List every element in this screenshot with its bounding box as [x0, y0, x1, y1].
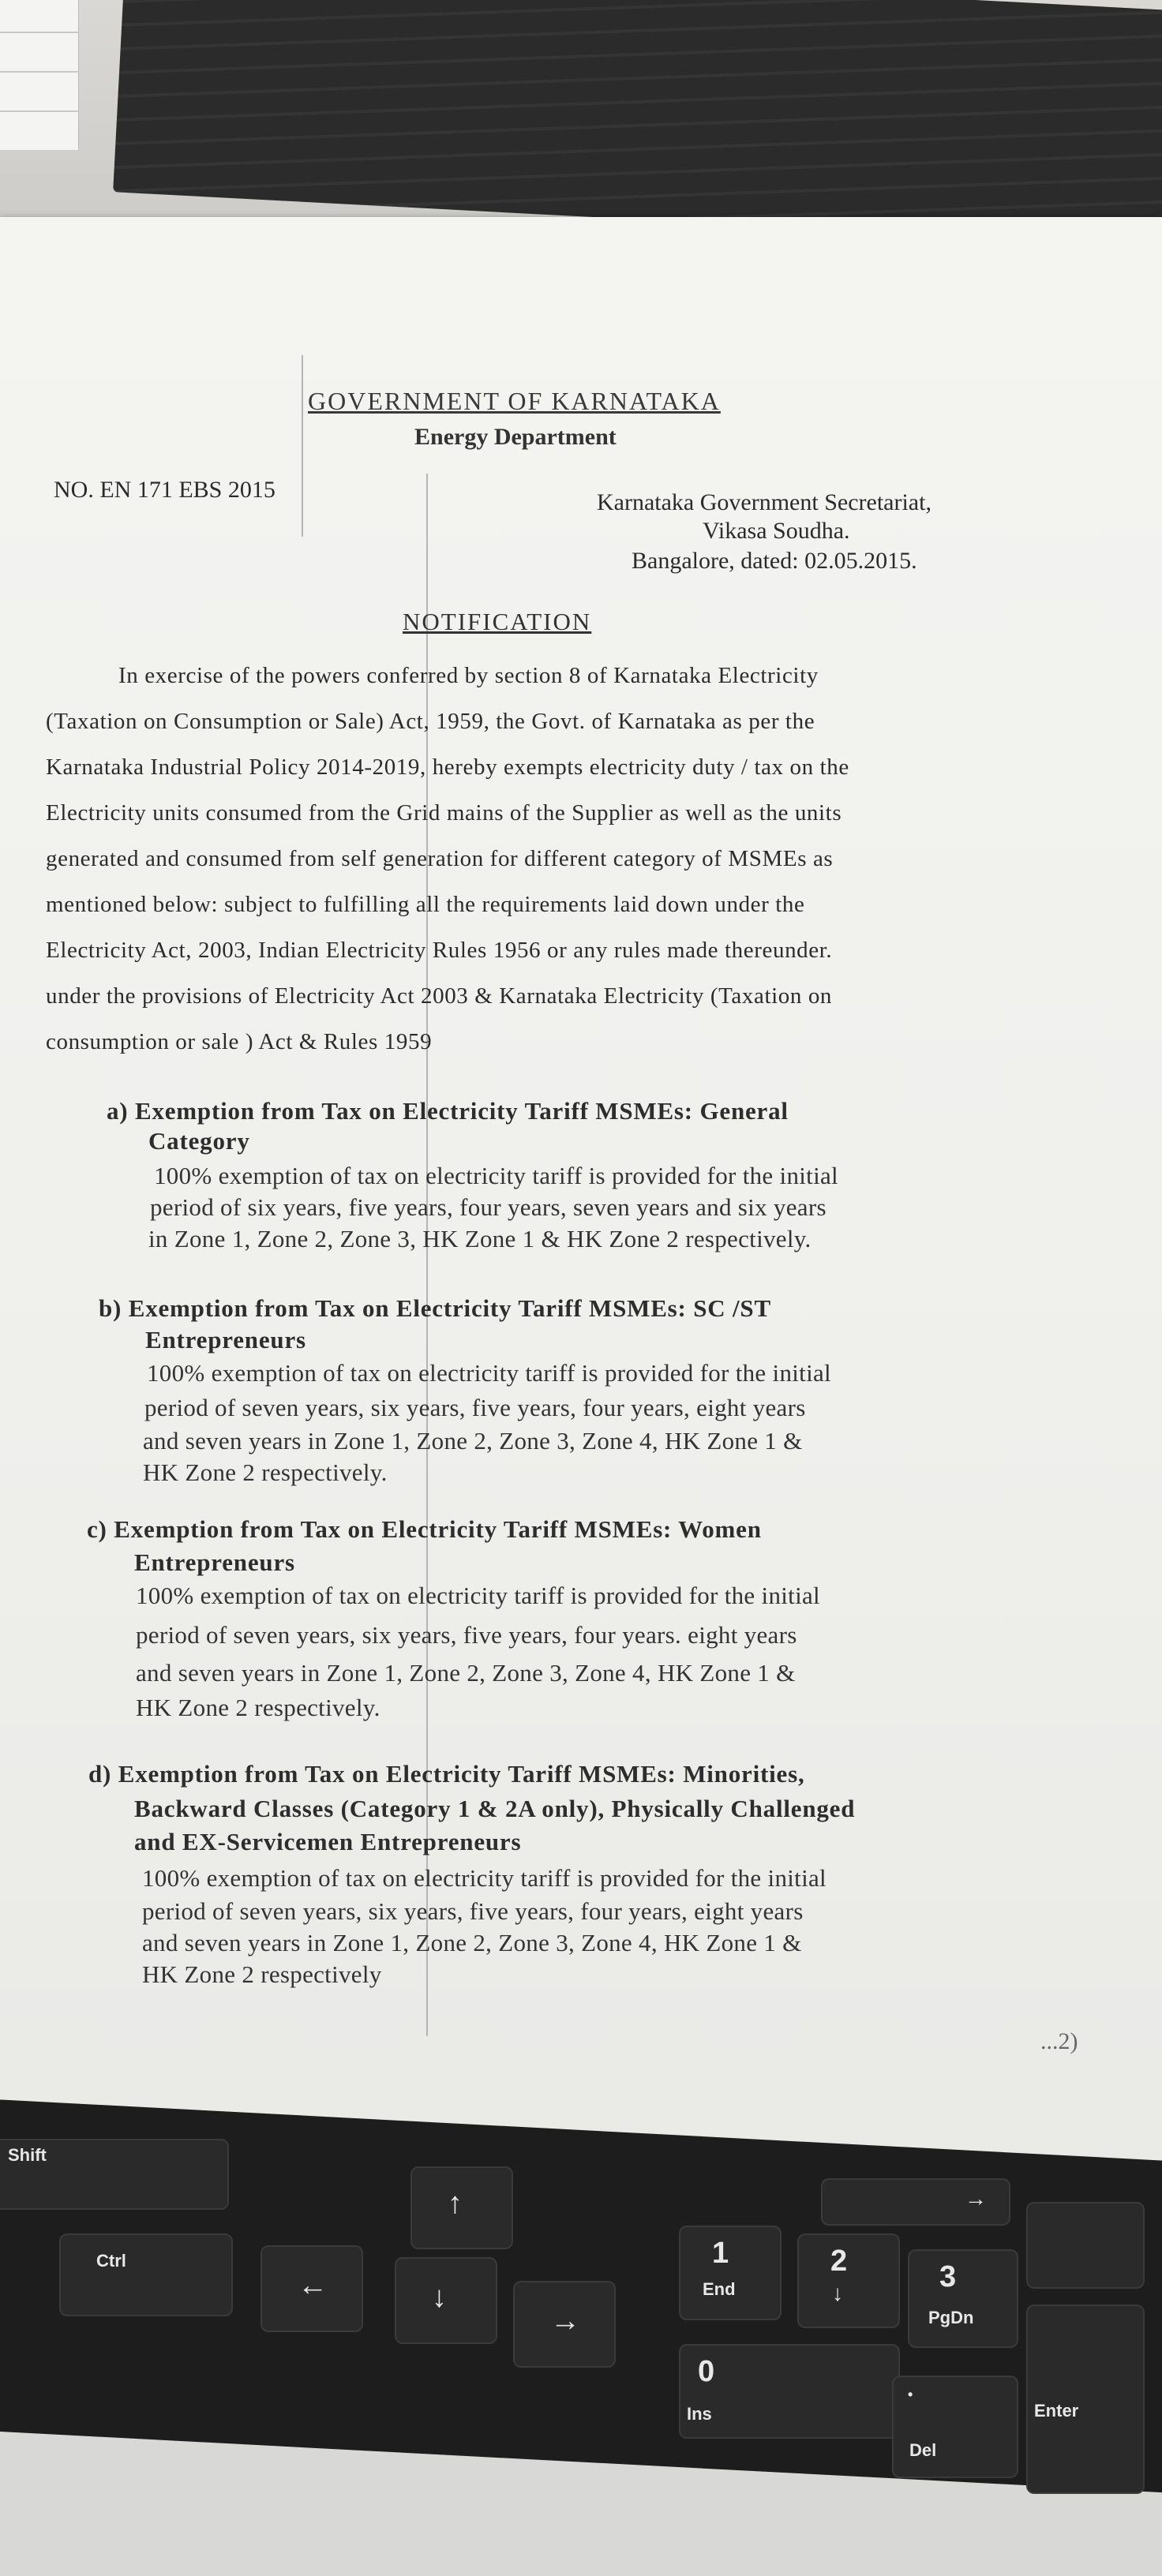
end-label: End	[703, 2279, 736, 2299]
card-corner	[0, 0, 79, 150]
item-line: HK Zone 2 respectively.	[143, 1458, 388, 1486]
item-line: 100% exemption of tax on electricity tariff is provided for the initial	[147, 1359, 831, 1387]
address-line: Bangalore, dated: 02.05.2015.	[632, 548, 917, 574]
arrow-right-icon: →	[965, 2186, 987, 2211]
item-heading: c) Exemption from Tax on Electricity Tariff MSMEs: Women	[87, 1515, 762, 1543]
item-heading: b) Exemption from Tax on Electricity Tariff MSMEs: SC /ST	[99, 1294, 771, 1322]
numpad-3-label: 3	[939, 2260, 957, 2293]
arrow-right-icon: →	[550, 2305, 580, 2338]
page-continuation: ...2)	[1040, 2028, 1078, 2054]
item-line: period of seven years, six years, five years, four years, eight years	[142, 1897, 804, 1925]
numpad-2-key[interactable]	[797, 2233, 900, 2328]
body-line: mentioned below: subject to fulfilling all the requirements laid down under the	[46, 892, 805, 917]
body-line: (Taxation on Consumption or Sale) Act, 1959, the Govt. of Karnataka as per the	[46, 709, 815, 734]
body-line: generated and consumed from self generation for different category of MSMEs as	[46, 846, 834, 871]
body-line: consumption or sale ) Act & Rules 1959	[46, 1029, 433, 1054]
pgdn-label: PgDn	[928, 2308, 974, 2327]
numpad-3-key[interactable]	[908, 2249, 1018, 2348]
fold-mark	[302, 355, 303, 537]
numpad-top-key[interactable]	[821, 2178, 1010, 2226]
enter-key[interactable]	[1026, 2305, 1145, 2494]
item-heading: d) Exemption from Tax on Electricity Tariff MSMEs: Minorities,	[88, 1760, 805, 1788]
arrow-up-icon: ↑	[448, 2187, 463, 2220]
item-heading: Entrepreneurs	[134, 1548, 295, 1576]
body-line: under the provisions of Electricity Act 2003 & Karnataka Electricity (Taxation on	[46, 983, 833, 1009]
del-key[interactable]	[892, 2376, 1018, 2478]
body-line: Electricity units consumed from the Grid mains of the Supplier as well as the units	[46, 800, 842, 826]
item-line: in Zone 1, Zone 2, Zone 3, HK Zone 1 & HK Zone 2 respectively.	[148, 1225, 812, 1252]
reference-number: NO. EN 171 EBS 2015	[54, 477, 276, 503]
ctrl-label: Ctrl	[96, 2251, 126, 2271]
item-line: period of seven years, six years, five years, four years, eight years	[144, 1394, 806, 1421]
item-line: HK Zone 2 respectively.	[136, 1694, 380, 1721]
numpad-2-label: 2	[830, 2245, 848, 2278]
del-label: Del	[909, 2440, 937, 2460]
ctrl-key[interactable]	[59, 2233, 233, 2316]
item-heading: Entrepreneurs	[145, 1326, 306, 1354]
body-line: Electricity Act, 2003, Indian Electricity Rules 1956 or any rules made thereunder.	[46, 938, 833, 963]
numpad-0-label: 0	[698, 2355, 715, 2388]
item-heading: Category	[148, 1127, 250, 1155]
dot-label: •	[908, 2387, 913, 2402]
item-line: and seven years in Zone 1, Zone 2, Zone 3, Zone 4, HK Zone 1 &	[136, 1659, 796, 1687]
body-line: In exercise of the powers conferred by section 8 of Karnataka Electricity	[118, 663, 819, 688]
numpad-1-label: 1	[712, 2237, 729, 2270]
document-title: GOVERNMENT OF KARNATAKA	[308, 387, 721, 415]
arrow-right-key[interactable]	[513, 2281, 616, 2368]
numpad-1-key[interactable]	[679, 2226, 782, 2320]
item-line: 100% exemption of tax on electricity tariff is provided for the initial	[136, 1582, 820, 1609]
item-line: and seven years in Zone 1, Zone 2, Zone 3, Zone 4, HK Zone 1 &	[143, 1427, 803, 1455]
body-line: Karnataka Industrial Policy 2014-2019, hereby exempts electricity duty / tax on the	[46, 754, 849, 780]
arrow-left-key[interactable]	[261, 2245, 363, 2332]
arrow-down-icon: ↓	[832, 2281, 843, 2305]
item-line: and seven years in Zone 1, Zone 2, Zone 3, Zone 4, HK Zone 1 &	[142, 1929, 802, 1956]
department-name: Energy Department	[414, 424, 617, 450]
item-line: 100% exemption of tax on electricity tariff is provided for the initial	[154, 1162, 838, 1189]
arrow-up-key[interactable]	[410, 2166, 513, 2249]
address-line: Karnataka Government Secretariat,	[597, 489, 931, 515]
address-line: Vikasa Soudha.	[703, 518, 850, 544]
numpad-plus-key[interactable]	[1026, 2202, 1145, 2289]
ins-label: Ins	[687, 2404, 712, 2424]
arrow-down-icon: ↓	[432, 2281, 447, 2314]
item-line: 100% exemption of tax on electricity tariff is provided for the initial	[142, 1864, 827, 1892]
item-heading: Backward Classes (Category 1 & 2A only), Physically Challenged	[134, 1795, 856, 1822]
enter-label: Enter	[1034, 2401, 1079, 2421]
item-line: period of seven years, six years, five years, four years. eight years	[136, 1621, 797, 1649]
shift-label: Shift	[8, 2145, 47, 2165]
item-heading: and EX-Servicemen Entrepreneurs	[134, 1828, 522, 1855]
notification-title: NOTIFICATION	[403, 608, 592, 635]
item-line: HK Zone 2 respectively	[142, 1960, 382, 1988]
arrow-left-icon: ←	[298, 2269, 328, 2302]
arrow-down-key[interactable]	[395, 2257, 497, 2344]
shift-key[interactable]	[0, 2139, 229, 2210]
numpad-0-key[interactable]	[679, 2344, 900, 2439]
item-line: period of six years, five years, four years, seven years and six years	[150, 1193, 827, 1221]
item-heading: a) Exemption from Tax on Electricity Tariff MSMEs: General	[107, 1097, 789, 1125]
